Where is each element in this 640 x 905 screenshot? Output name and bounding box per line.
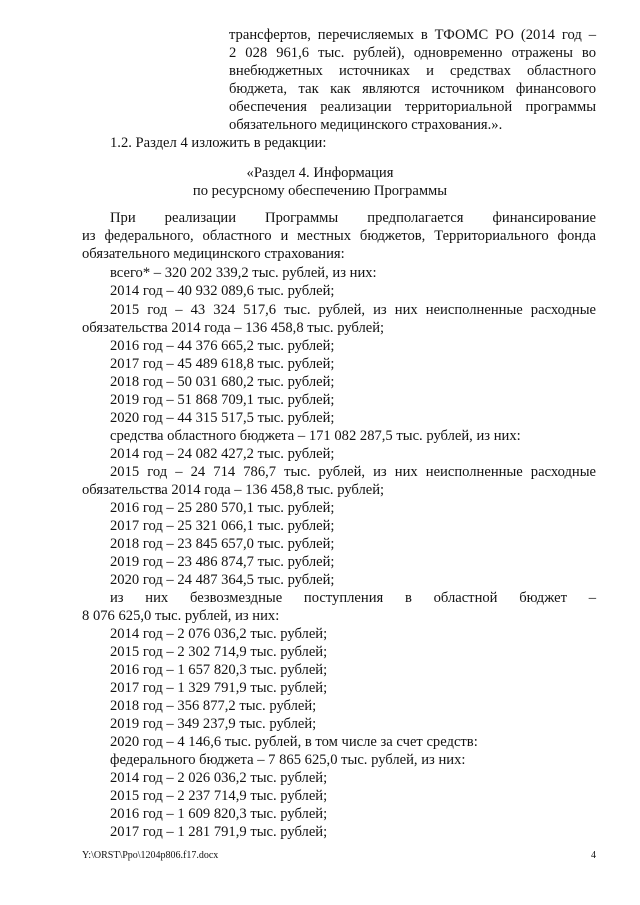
total-year: 2017 год – 45 489 618,8 тыс. рублей; bbox=[110, 356, 335, 372]
gratuitous-year: 2015 год – 2 302 714,9 тыс. рублей; bbox=[110, 644, 328, 660]
regional-year: обязательства 2014 года – 136 458,8 тыс. рублей; bbox=[82, 482, 385, 498]
gratuitous-line: 8 076 625,0 тыс. рублей, из них: bbox=[82, 608, 280, 624]
federal-year: 2017 год – 1 281 791,9 тыс. рублей; bbox=[110, 824, 328, 840]
gratuitous-year: 2019 год – 349 237,9 тыс. рублей; bbox=[110, 716, 317, 732]
section-heading: «Раздел 4. Информация bbox=[246, 165, 394, 181]
total-year: 2014 год – 40 932 089,6 тыс. рублей; bbox=[110, 283, 335, 299]
regional-year: 2020 год – 24 487 364,5 тыс. рублей; bbox=[110, 572, 335, 588]
gratuitous-year: 2018 год – 356 877,2 тыс. рублей; bbox=[110, 698, 317, 714]
total-year: 2019 год – 51 868 709,1 тыс. рублей; bbox=[110, 392, 335, 408]
total-line: всего* – 320 202 339,2 тыс. рублей, из них: bbox=[110, 265, 377, 281]
section-subheading: по ресурсному обеспечению Программы bbox=[192, 183, 448, 199]
federal-year: 2016 год – 1 609 820,3 тыс. рублей; bbox=[110, 806, 328, 822]
quote-line: обязательного медицинского страхования.». bbox=[229, 117, 503, 133]
gratuitous-year: 2014 год – 2 076 036,2 тыс. рублей; bbox=[110, 626, 328, 642]
quote-line: внебюджетных источниках и средствах областного bbox=[229, 63, 596, 79]
regional-year: 2014 год – 24 082 427,2 тыс. рублей; bbox=[110, 446, 335, 462]
quote-line: трансфертов, перечисляемых в ТФОМС РО (2014 год – bbox=[229, 27, 596, 43]
gratuitous-year: 2017 год – 1 329 791,9 тыс. рублей; bbox=[110, 680, 328, 696]
intro-line: При реализации Программы предполагается финансирование bbox=[110, 210, 596, 226]
quote-line: обеспечения реализации территориальной программы bbox=[229, 99, 596, 115]
intro-line: обязательного медицинского страхования: bbox=[82, 246, 345, 262]
intro-line: из федерального, областного и местных бюджетов, Территориального фонда bbox=[82, 228, 596, 244]
total-year: 2018 год – 50 031 680,2 тыс. рублей; bbox=[110, 374, 335, 390]
item-1-2: 1.2. Раздел 4 изложить в редакции: bbox=[110, 135, 327, 151]
federal-year: 2015 год – 2 237 714,9 тыс. рублей; bbox=[110, 788, 328, 804]
total-year: 2015 год – 43 324 517,6 тыс. рублей, из них неисполненные расходные bbox=[110, 302, 596, 318]
regional-year: 2017 год – 25 321 066,1 тыс. рублей; bbox=[110, 518, 335, 534]
gratuitous-year: 2016 год – 1 657 820,3 тыс. рублей; bbox=[110, 662, 328, 678]
quote-line: 2 028 961,6 тыс. рублей), одновременно отражены во bbox=[229, 45, 596, 61]
regional-line: средства областного бюджета – 171 082 287,5 тыс. рублей, из них: bbox=[110, 428, 521, 444]
gratuitous-line: из них безвозмездные поступления в областной бюджет – bbox=[110, 590, 596, 606]
federal-year: 2014 год – 2 026 036,2 тыс. рублей; bbox=[110, 770, 328, 786]
regional-year: 2015 год – 24 714 786,7 тыс. рублей, из них неисполненные расходные bbox=[110, 464, 596, 480]
federal-line: федерального бюджета – 7 865 625,0 тыс. рублей, из них: bbox=[110, 752, 466, 768]
regional-year: 2016 год – 25 280 570,1 тыс. рублей; bbox=[110, 500, 335, 516]
page-number: 4 bbox=[591, 850, 596, 861]
gratuitous-year: 2020 год – 4 146,6 тыс. рублей, в том числе за счет средств: bbox=[110, 734, 478, 750]
total-year: 2016 год – 44 376 665,2 тыс. рублей; bbox=[110, 338, 335, 354]
quote-line: бюджета, так как являются источником финансового bbox=[229, 81, 596, 97]
regional-year: 2019 год – 23 486 874,7 тыс. рублей; bbox=[110, 554, 335, 570]
total-year: обязательства 2014 года – 136 458,8 тыс. рублей; bbox=[82, 320, 385, 336]
footer-file-path: Y:\ORST\Ppo\1204p806.f17.docx bbox=[82, 850, 219, 861]
regional-year: 2018 год – 23 845 657,0 тыс. рублей; bbox=[110, 536, 335, 552]
total-year: 2020 год – 44 315 517,5 тыс. рублей; bbox=[110, 410, 335, 426]
